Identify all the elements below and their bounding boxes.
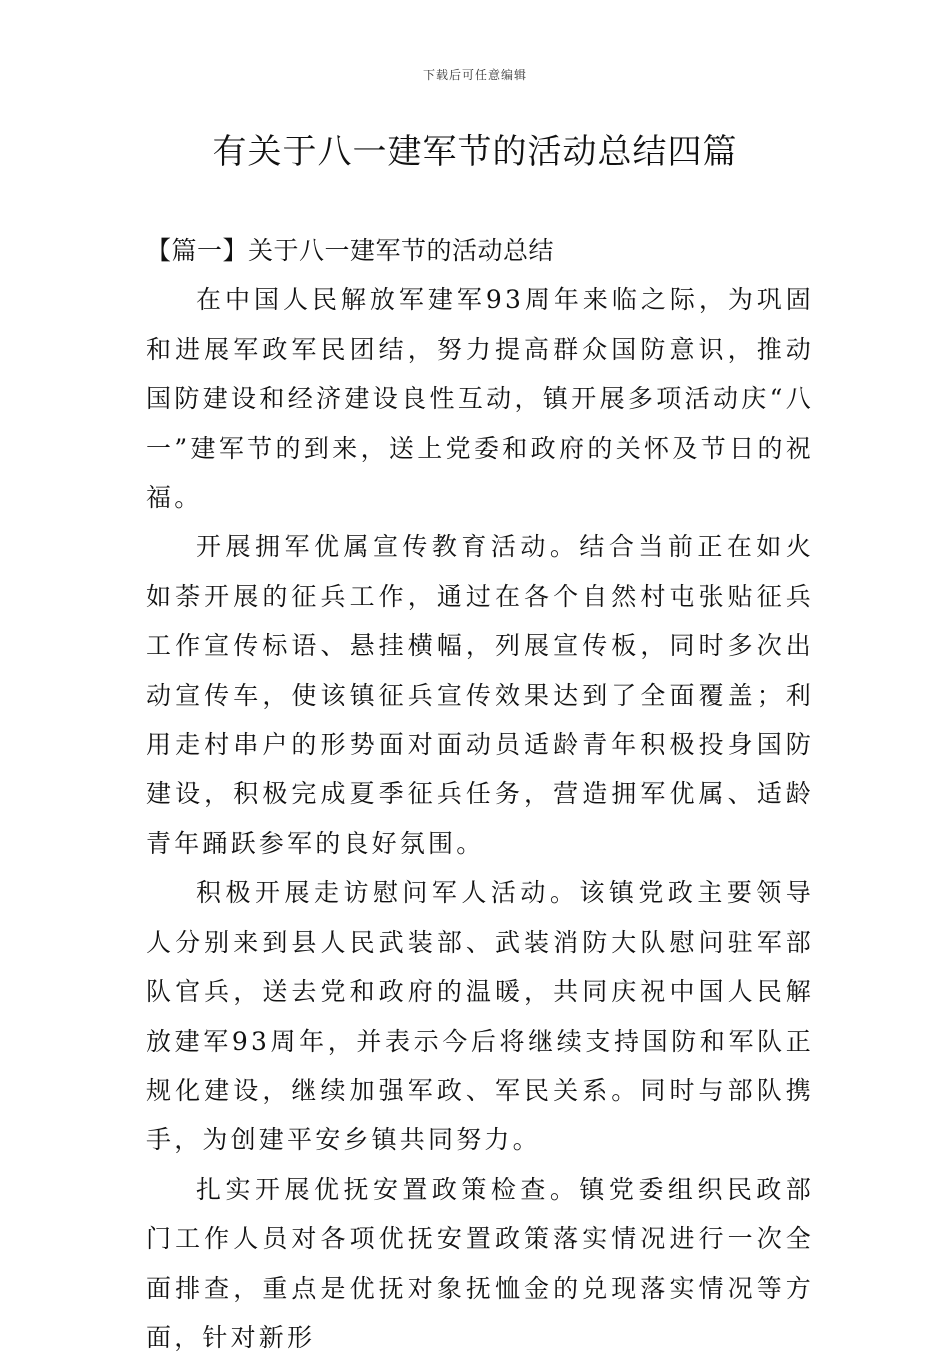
paragraph-2: 开展拥军优属宣传教育活动。结合当前正在如火如荼开展的征兵工作，通过在各个自然村屯张贴征兵工作宣传标语、悬挂横幅，列展宣传板，同时多次出动宣传车，使该镇征兵宣传效果达到了全面覆盖；利用走村串户的形势面对面动员适龄青年积极投身国防建设，积极完成夏季征兵任务，营造拥军优属、适龄青年踊跃参军的良好氛围。 bbox=[146, 532, 814, 858]
document-body bbox=[146, 226, 814, 1362]
document-title: 有关于八一建军节的活动总结四篇 bbox=[212, 132, 738, 172]
header-note: 下载后可任意编辑 bbox=[422, 68, 527, 82]
paragraph-1: 在中国人民解放军建军93周年来临之际，为巩固和进展军政军民团结，努力提高群众国防意识，推动国防建设和经济建设良性互动，镇开展多项活动庆“八一”建军节的到来，送上党委和政府的关怀及节日的祝福。 bbox=[146, 285, 814, 513]
section-heading: 【篇一】关于八一建军节的活动总结 bbox=[146, 236, 555, 265]
paragraph-3: 积极开展走访慰问军人活动。该镇党政主要领导人分别来到县人民武装部、武装消防大队慰问驻军部队官兵，送去党和政府的温暖，共同庆祝中国人民解放建军93周年，并表示今后将继续支持国防和军队正规化建设，继续加强军政、军民关系。同时与部队携手，为创建平安乡镇共同努力。 bbox=[146, 878, 814, 1155]
paragraph-4: 扎实开展优抚安置政策检查。镇党委组织民政部门工作人员对各项优抚安置政策落实情况进行一次全面排查，重点是优抚对象抚恤金的兑现落实情况等方面，针对新形 bbox=[146, 1174, 814, 1352]
